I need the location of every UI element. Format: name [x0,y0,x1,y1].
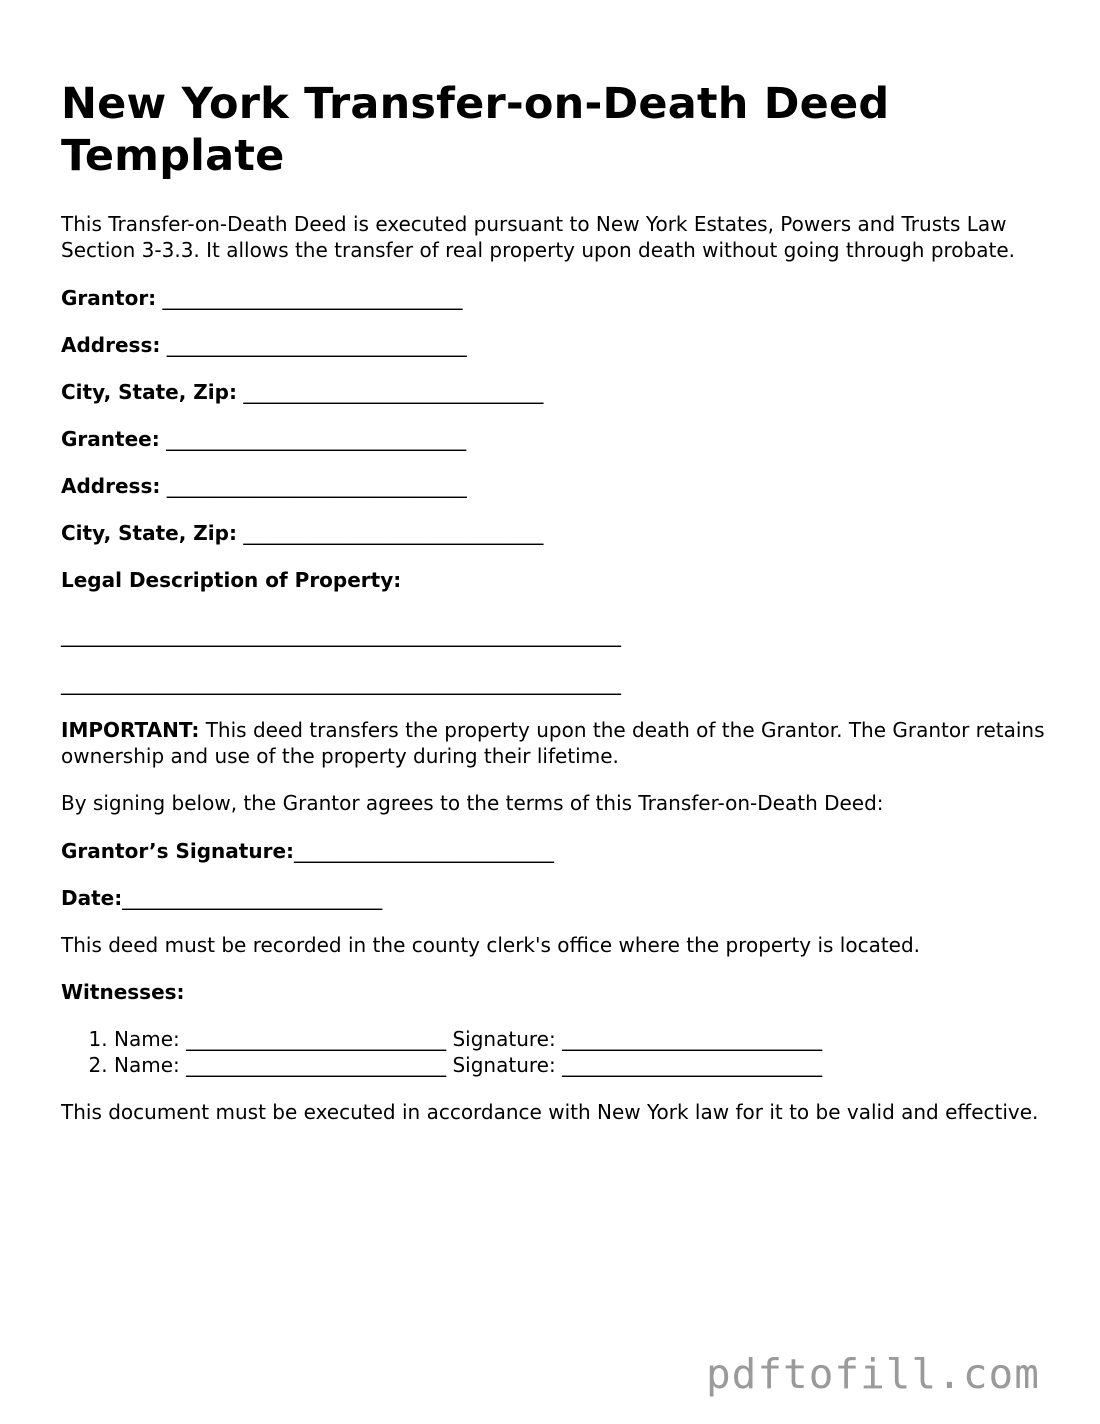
witness-item [114,1053,1051,1079]
watermark: pdftofill.com [706,1350,1040,1398]
grantee-label: Grantee: [61,427,160,451]
grantee-address-blank[interactable]: ______________________________ [166,474,467,498]
grantor-label: Grantor: [61,286,157,310]
page-title: New York Transfer-on-Death Deed Template [61,79,890,181]
grantee-address-label: Address: [61,474,161,498]
date-field[interactable] [61,886,1051,911]
grantee-address-field[interactable] [61,474,1051,499]
grantee-blank[interactable]: ______________________________ [166,427,467,451]
witnesses-label: Witnesses: [61,980,185,1004]
witness-name-label: Name: [114,1027,180,1051]
witness-signature-blank[interactable]: __________________________ [562,1052,823,1077]
intro-paragraph: This Transfer-on-Death Deed is executed pursuant to New York Estates, Powers and Trusts Law Section 3-3.3. It allows the transfer of real property upon death without going through probate. [61,212,1015,262]
grantor-address-blank[interactable]: ______________________________ [166,333,467,357]
witness-list [61,1027,1051,1078]
witness-signature-label: Signature: [452,1027,556,1051]
witness-name-blank[interactable]: __________________________ [186,1027,447,1051]
witness-item [114,1027,1051,1053]
grantee-city-field[interactable] [61,521,1051,546]
document-page [61,78,1051,1126]
grantor-field[interactable] [61,286,1051,311]
date-blank[interactable]: __________________________ [122,885,383,910]
closing-paragraph: This document must be executed in accordance with New York law for it to be valid and effective. [61,1100,1039,1124]
grantee-city-label: City, State, Zip: [61,521,237,545]
important-text: This deed transfers the property upon the death of the Grantor. The Grantor retains ownership and use of the property during their lifetime. [61,718,1045,768]
grantor-blank[interactable]: ______________________________ [162,286,463,310]
legal-description-label: Legal Description of Property: [61,568,402,592]
witness-signature-label: Signature: [452,1052,556,1077]
legal-description-line-2[interactable]: ________________________________________________________ [61,671,621,695]
grantor-signature-field[interactable] [61,839,1051,864]
grantor-city-blank[interactable]: ______________________________ [243,380,544,404]
important-notice [61,718,1051,769]
legal-description-heading [61,568,1051,593]
grantor-signature-label: Grantor’s Signature: [61,838,295,863]
date-label: Date: [61,885,123,910]
witness-name-label: Name: [114,1052,180,1077]
grantor-address-field[interactable] [61,333,1051,358]
witness-signature-blank[interactable]: __________________________ [562,1027,823,1051]
witness-name-blank[interactable]: __________________________ [186,1052,447,1077]
grantee-field[interactable] [61,427,1051,452]
grantor-address-label: Address: [61,333,161,357]
important-label: IMPORTANT: [61,718,200,742]
grantee-city-blank[interactable]: ______________________________ [243,521,544,545]
legal-description-line-1[interactable]: ________________________________________________________ [61,623,621,647]
signing-intro: By signing below, the Grantor agrees to the terms of this Transfer-on-Death Deed: [61,791,884,815]
witnesses-heading [61,980,1051,1005]
recording-note: This deed must be recorded in the county clerk's office where the property is located. [61,932,921,957]
grantor-signature-blank[interactable]: __________________________ [294,838,555,863]
grantor-city-field[interactable] [61,380,1051,405]
grantor-city-label: City, State, Zip: [61,380,237,404]
